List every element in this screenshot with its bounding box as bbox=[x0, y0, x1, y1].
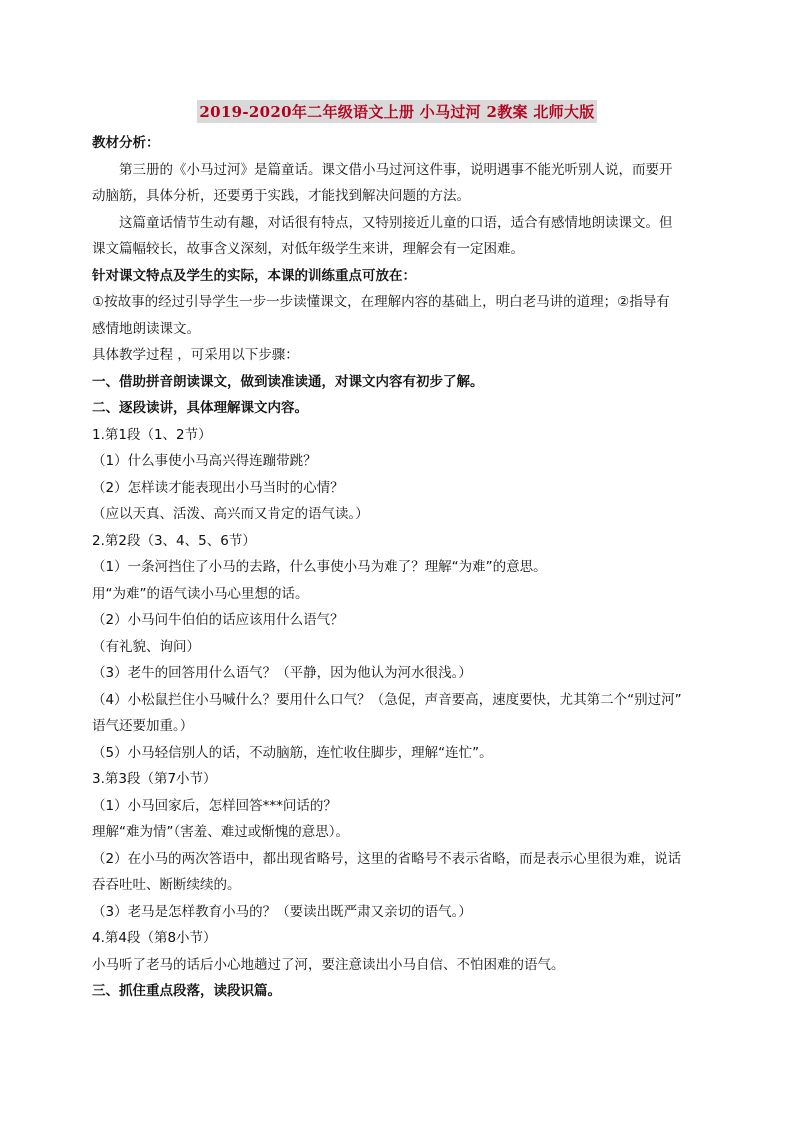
paragraph-line: 2.第2段（3、4、5、6节） bbox=[92, 532, 256, 549]
paragraph-line: 1.第1段（1、2节） bbox=[92, 426, 212, 443]
paragraph-line: （1）一条河挡住了小马的去路，什么事使小马为难了？理解“为难”的意思。 bbox=[92, 559, 547, 575]
paragraph-line: 理解“难为情”（害羞、难过或惭愧的意思）。 bbox=[92, 824, 349, 840]
title-bar bbox=[0, 100, 794, 123]
section-heading: 三、抓住重点段落，读段识篇。 bbox=[92, 983, 281, 999]
paragraph-line: 小马听了老马的话后小心地趟过了河，要注意读出小马自信、不怕困难的语气。 bbox=[92, 956, 565, 973]
paragraph-line: 4.第4段（第8小节） bbox=[92, 930, 217, 946]
paragraph-line: ①按故事的经过引导学生一步一步读懂课文，在理解内容的基础上，明白老马讲的道理；②指导有 bbox=[92, 294, 670, 310]
paragraph-line: 第三册的《小马过河》是篇童话。课文借小马过河这件事，说明遇事不能光听别人说，而要开 bbox=[119, 161, 673, 178]
paragraph-line: 语气还要加重。） bbox=[92, 718, 194, 734]
paragraph-line: 感情地朗读课文。 bbox=[92, 320, 200, 337]
paragraph-line: （2）在小马的两次答语中，都出现省略号，这里的省略号不表示省略，而是表示心里很为难，说话 bbox=[92, 850, 682, 867]
paragraph-line: 课文篇幅较长，故事含义深刻，对低年级学生来讲，理解会有一定困难。 bbox=[92, 241, 524, 257]
paragraph-line: 吞吞吐吐、断断续续的。 bbox=[92, 877, 241, 893]
paragraph-line: （2）怎样读才能表现出小马当时的心情？ bbox=[92, 479, 344, 496]
section-heading: 教材分析： bbox=[92, 135, 160, 151]
paragraph-line: 动脑筋，具体分析，还要勇于实践，才能找到解决问题的方法。 bbox=[92, 188, 470, 204]
paragraph-line: （2）小马问牛伯伯的话应该用什么语气？ bbox=[92, 612, 344, 628]
paragraph-line: （4）小松鼠拦住小马喊什么？要用什么口气？（急促，声音要高，速度要快，尤其第二个“别过河” bbox=[92, 691, 682, 708]
section-heading: 针对课文特点及学生的实际，本课的训练重点可放在： bbox=[92, 267, 416, 284]
section-heading: 一、借助拼音朗读课文，做到读准读通，对课文内容有初步了解。 bbox=[92, 373, 484, 390]
paragraph-line: （1）小马回家后，怎样回答***问话的？ bbox=[92, 797, 337, 814]
paragraph-line: （5）小马轻信别人的话，不动脑筋，连忙收住脚步，理解“连忙”。 bbox=[92, 744, 493, 761]
paragraph-line: 这篇童话情节生动有趣，对话很有特点，又特别接近儿童的口语，适合有感情地朗读课文。但 bbox=[119, 214, 673, 231]
paragraph-line: （3）老马是怎样教育小马的？（要读出既严肃又亲切的语气。） bbox=[92, 903, 472, 920]
paragraph-line: 具体教学过程 ，可采用以下步骤： bbox=[92, 347, 299, 363]
paragraph-line: （3）老牛的回答用什么语气？（平静，因为他认为河水很浅。） bbox=[92, 665, 472, 681]
paragraph-line: （1）什么事使小马高兴得连蹦带跳？ bbox=[92, 453, 317, 469]
paragraph-line: 3.第3段（第7小节） bbox=[92, 771, 217, 787]
paragraph-line: 用“为难”的语气读小马心里想的话。 bbox=[92, 585, 309, 602]
page-title: 2019-2020年二年级语文上册 小马过河 2教案 北师大版 bbox=[197, 100, 596, 123]
paragraph-line: （应以天真、活泼、高兴而又肯定的语气读。） bbox=[92, 506, 369, 522]
paragraph-line: （有礼貌、询问） bbox=[92, 638, 200, 655]
document-body bbox=[92, 130, 704, 1005]
section-heading: 二、逐段读讲，具体理解课文内容。 bbox=[92, 400, 308, 416]
